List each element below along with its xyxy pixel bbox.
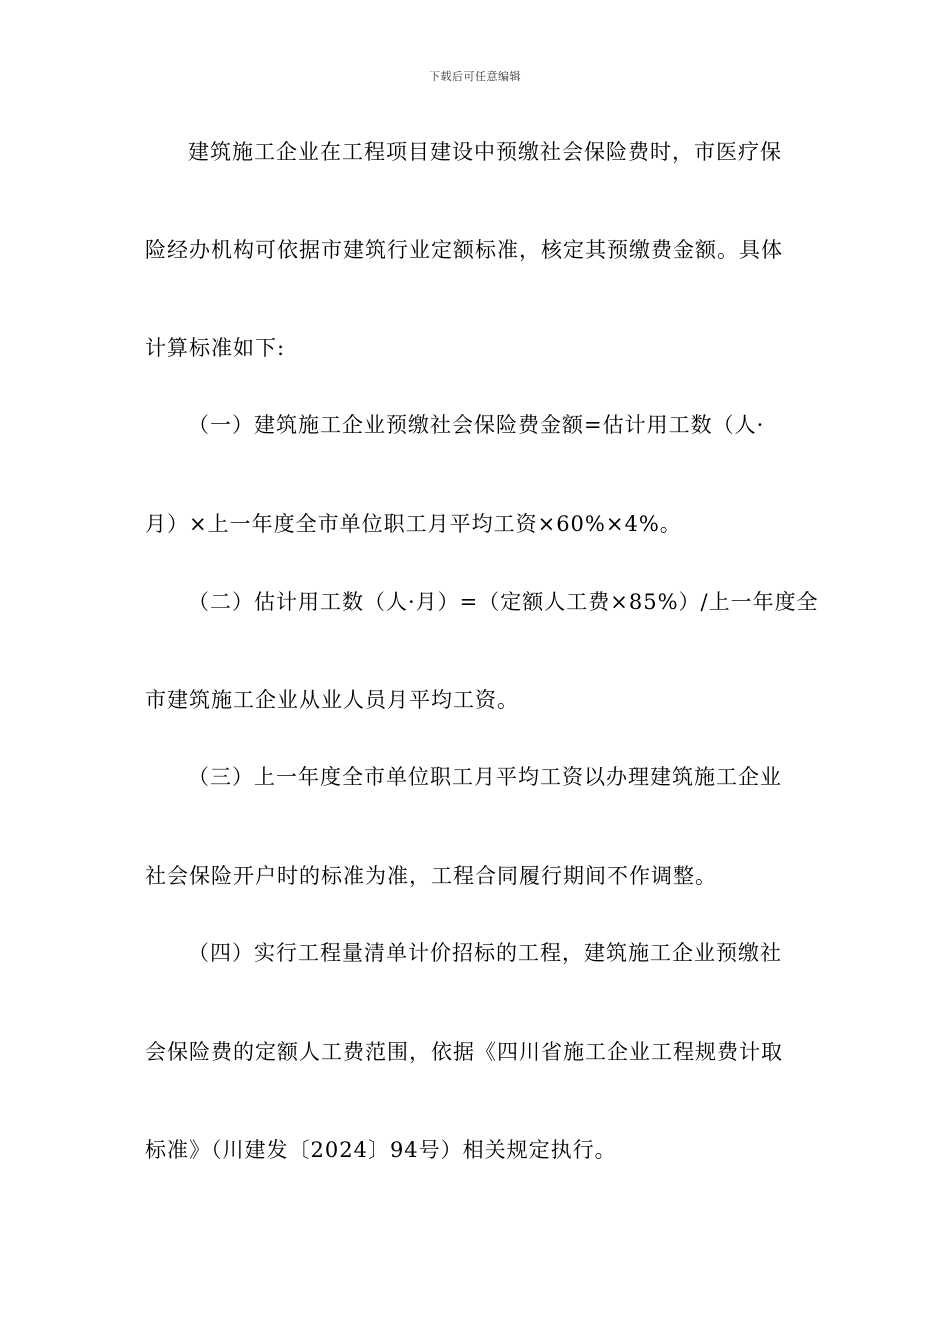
item-3-line-2: 社会保险开户时的标准为准，工程合同履行期间不作调整。: [145, 864, 717, 888]
item-4-line-2: 会保险费的定额人工费范围，依据《四川省施工企业工程规费计取: [145, 1040, 783, 1064]
item-1-line-2: 月）×上一年度全市单位职工月平均工资×60%×4%。: [145, 512, 682, 536]
item-1-line-1: （一）建筑施工企业预缴社会保险费金额=估计用工数（人·: [188, 413, 765, 437]
item-4-line-3: 标准》（川建发〔2024〕94号）相关规定执行。: [145, 1138, 617, 1162]
paragraph-1-line-1: 建筑施工企业在工程项目建设中预缴社会保险费时，市医疗保: [188, 140, 782, 164]
item-2-line-2: 市建筑施工企业从业人员月平均工资。: [145, 688, 519, 712]
item-4-line-1: （四）实行工程量清单计价招标的工程，建筑施工企业预缴社: [188, 941, 782, 965]
paragraph-1-line-3: 计算标准如下:: [145, 336, 286, 360]
item-3-line-1: （三）上一年度全市单位职工月平均工资以办理建筑施工企业: [188, 765, 782, 789]
paragraph-1-line-2: 险经办机构可依据市建筑行业定额标准，核定其预缴费金额。具体: [145, 238, 783, 262]
page-header: 下载后可任意编辑: [429, 70, 521, 83]
item-2-line-1: （二）估计用工数（人·月）=（定额人工费×85%）/上一年度全: [188, 590, 819, 614]
